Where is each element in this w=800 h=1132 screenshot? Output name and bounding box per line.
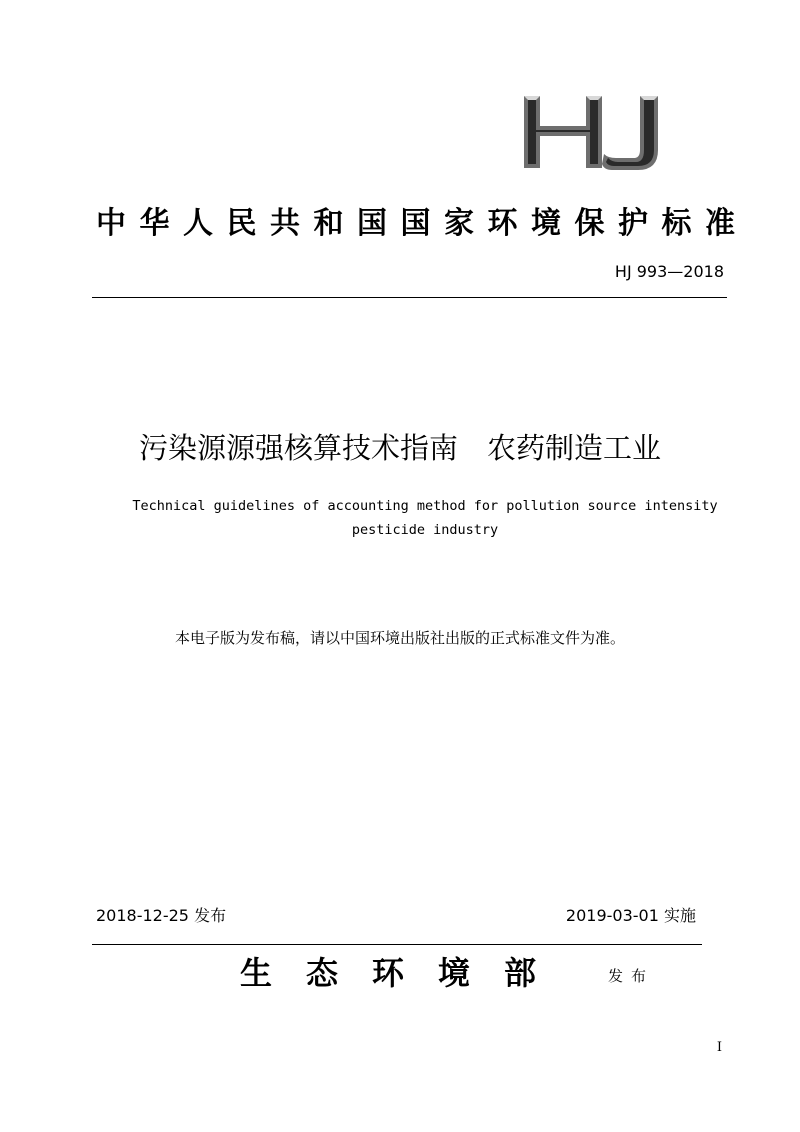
- issue-date: 2018-12-25 发布: [96, 906, 227, 925]
- hj-logo: [520, 92, 664, 172]
- header-divider: [92, 297, 727, 298]
- org-title: 中华人民共和国国家环境保护标准: [96, 206, 749, 241]
- logo-letter-h: [524, 96, 602, 168]
- standard-code: HJ 993—2018: [614, 262, 724, 281]
- publisher-name: 生态环境部: [240, 954, 571, 992]
- english-title-line-1: Technical guidelines of accounting method for pollution source intensity: [132, 498, 718, 514]
- page-number: I: [716, 1040, 722, 1055]
- electronic-version-notice: 本电子版为发布稿，请以中国环境出版社出版的正式标准文件为准。: [174, 629, 625, 647]
- document-title-english: [120, 494, 730, 542]
- issued-label: 发布: [608, 967, 655, 985]
- document-title-chinese: 污染源源强核算技术指南 农药制造工业: [138, 431, 661, 465]
- implementation-date: 2019-03-01 实施: [565, 906, 696, 925]
- logo-letter-j: [602, 96, 658, 170]
- footer-divider: [92, 944, 702, 945]
- logo-text: HJ: [592, 170, 594, 171]
- english-title-line-2: pesticide industry: [351, 522, 499, 538]
